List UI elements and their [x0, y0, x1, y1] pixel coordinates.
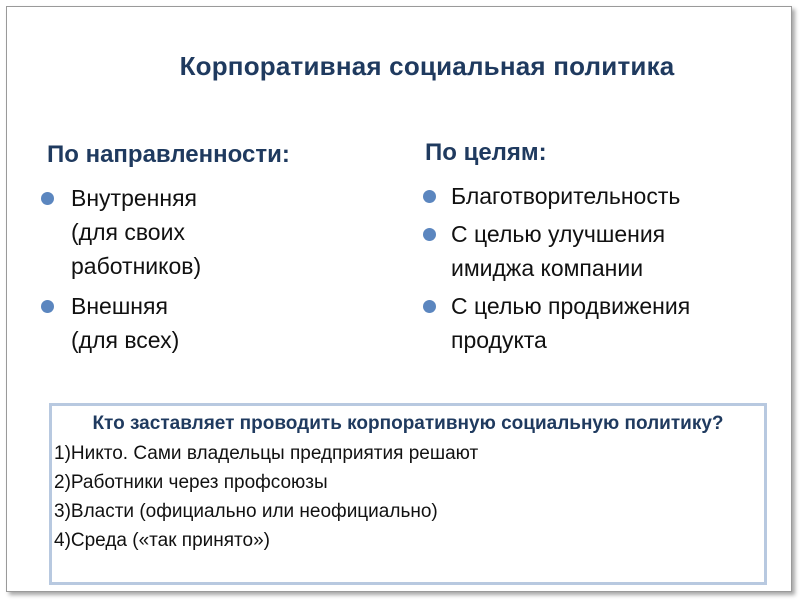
left-column-heading: По направленности:: [47, 141, 290, 168]
right-column-heading: По целям:: [425, 139, 547, 166]
question-box: [49, 403, 767, 585]
list-item: [419, 179, 789, 213]
answer-item: 1)Никто. Сами владельцы предприятия решают: [54, 443, 479, 464]
answer-item: 4)Среда («так принято»): [54, 530, 271, 551]
slide: [6, 6, 792, 592]
left-bullet-list: [37, 181, 377, 363]
list-item-text: С целью продвижения продукта: [451, 293, 691, 353]
bullet-dot-icon: [41, 192, 54, 205]
list-item: [419, 217, 789, 285]
bullet-dot-icon: [423, 228, 436, 241]
list-item-text: Внешняя (для всех): [71, 293, 180, 353]
slide-title: Корпоративная социальная политика: [179, 51, 675, 81]
list-item: [37, 289, 377, 357]
answer-item: 3)Власти (официально или неофициально): [54, 501, 438, 522]
answer-item: 2)Работники через профсоюзы: [54, 472, 328, 493]
bullet-dot-icon: [423, 300, 436, 313]
list-item: [419, 289, 789, 357]
answer-list: [52, 439, 764, 555]
list-item-text: Внутренняя (для своих работников): [71, 185, 202, 279]
list-item-text: С целью улучшения имиджа компании: [451, 221, 666, 281]
question-text: Кто заставляет проводить корпоративную социальную политику?: [92, 413, 724, 434]
list-item: [37, 181, 377, 283]
list-item-text: Благотворительность: [451, 183, 681, 209]
bullet-dot-icon: [423, 190, 436, 203]
bullet-dot-icon: [41, 300, 54, 313]
right-bullet-list: [419, 179, 789, 361]
